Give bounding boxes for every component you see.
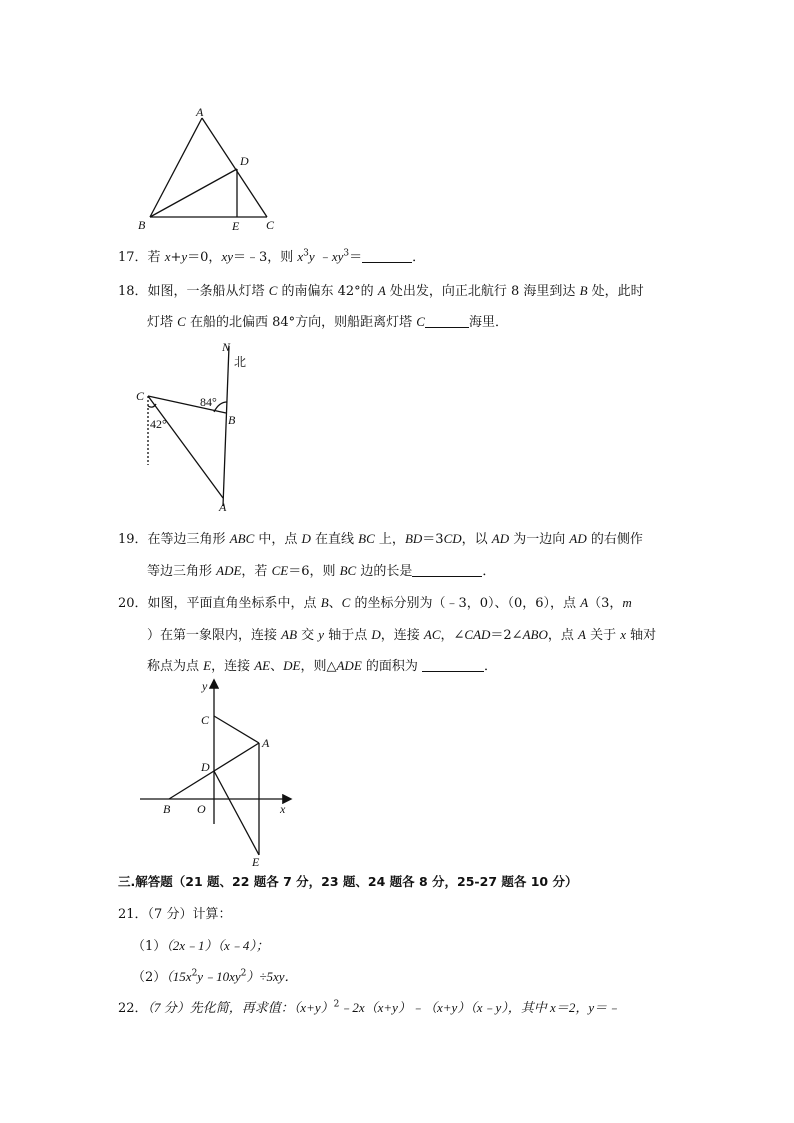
label-north: 北 <box>234 355 247 369</box>
label-c: C <box>136 389 145 403</box>
q20-t14: ，连接 <box>211 659 255 674</box>
q20-t4: ）在第一象限内，连接 <box>147 628 282 643</box>
q19-t10: ，若 <box>241 564 272 579</box>
q20-number: 20． <box>118 596 148 611</box>
q20-t18: ． <box>484 659 498 674</box>
q19-bc2: BC <box>339 563 357 578</box>
q20-m: m <box>622 595 632 610</box>
q20-ab: AB <box>281 627 298 642</box>
q19-ade: ADE <box>216 563 242 578</box>
q20-t8: ，∠ <box>440 628 465 643</box>
q21-p2-label: （2） <box>132 970 167 985</box>
label-c: C <box>266 218 275 232</box>
label-n: N <box>222 340 231 354</box>
q19-t12: 边的长是 <box>356 564 413 579</box>
q20-t1: 如图，平面直角坐标系中，点 <box>147 596 321 611</box>
label-a: A <box>196 105 204 119</box>
q19-t1: 在等边三角形 <box>147 532 230 547</box>
q20-answer-blank[interactable] <box>422 657 484 672</box>
question-21-part1 <box>132 936 269 957</box>
q17-var-y: y <box>181 249 188 264</box>
q20-cad: CAD <box>464 627 491 642</box>
q17-answer-blank[interactable] <box>362 248 412 263</box>
q20-d: D <box>371 627 381 642</box>
label-a: A <box>219 500 227 514</box>
q17-eq0: ＝0， <box>187 250 222 265</box>
label-x-axis: x <box>280 802 286 816</box>
q20-t9: ＝2∠ <box>490 628 523 643</box>
q18-text1b: 的南偏东 42°的 <box>277 284 378 299</box>
question-20-line2 <box>147 625 656 646</box>
q20-x: x <box>620 627 626 642</box>
label-84deg: 84° <box>200 395 217 409</box>
q20-t7: ，连接 <box>380 628 424 643</box>
q18-text1c: 处出发，向正北航行 8 海里到达 <box>385 284 580 299</box>
q18-text1d: 处，此时 <box>587 284 644 299</box>
q19-bd: BD <box>404 531 423 546</box>
q18-text2b: 在船的北偏西 84°方向，则船距离灯塔 <box>185 315 417 330</box>
q17-var-xy2: xy <box>331 249 344 264</box>
label-b: B <box>228 413 236 427</box>
label-d: D <box>201 760 210 774</box>
q20-a: A <box>580 595 589 610</box>
q22-exp: 2 <box>333 999 340 1010</box>
q18-text2a: 灯塔 <box>147 315 178 330</box>
q21-p2-exp1: 2 <box>191 968 198 979</box>
segment-de <box>214 771 259 855</box>
q19-t8: 的右侧作 <box>586 532 643 547</box>
q18-a1: A <box>377 283 386 298</box>
q19-d: D <box>301 531 311 546</box>
q17-end: ． <box>412 250 426 265</box>
q19-t9: 等边三角形 <box>147 564 217 579</box>
q20-t15: 、 <box>270 659 284 674</box>
q18-answer-blank[interactable] <box>425 313 469 328</box>
q17-eqm3: ＝﹣3，则 <box>232 250 298 265</box>
q19-ad: AD <box>491 531 510 546</box>
q17-text: 若 <box>147 250 165 265</box>
q20-b: B <box>320 595 329 610</box>
q20-t17: 的面积为 <box>361 659 423 674</box>
q18-number: 18． <box>118 284 148 299</box>
q20-t12: 轴对 <box>626 628 657 643</box>
q20-t2: 的坐标分别为（﹣3，0）、（0，6），点 <box>350 596 581 611</box>
question-19-line1 <box>118 529 643 550</box>
q18-text1: 如图，一条船从灯塔 <box>147 284 269 299</box>
q19-t5: ＝3 <box>422 532 444 547</box>
label-c: C <box>201 713 210 727</box>
label-b: B <box>138 218 146 232</box>
q19-ce: CE <box>271 563 289 578</box>
q21-p2-exp2: 2 <box>240 968 247 979</box>
q19-t3: 在直线 <box>310 532 359 547</box>
q18-b1: B <box>579 283 588 298</box>
q18-text2c: 海里． <box>468 315 508 330</box>
coordinate-figure <box>130 672 310 872</box>
q18-c1: C <box>268 283 278 298</box>
q19-t2: 中，点 <box>254 532 302 547</box>
q20-c: C <box>341 595 351 610</box>
q17-number: 17． <box>118 250 148 265</box>
q17-eq: ＝ <box>349 250 363 265</box>
q19-t6: ，以 <box>461 532 492 547</box>
q22-number: 22． <box>118 1001 148 1016</box>
q19-t4: 上， <box>374 532 405 547</box>
question-17 <box>118 247 425 268</box>
bearing-figure <box>130 338 260 518</box>
q21-head: （7 分）计算： <box>147 907 232 922</box>
q17-var-xy: xy <box>221 249 233 264</box>
label-a: A <box>262 736 270 750</box>
q20-t16: ，则△ <box>300 659 337 674</box>
q20-sep: 、 <box>328 596 342 611</box>
triangle-figure <box>130 100 290 240</box>
q18-c3: C <box>416 314 425 329</box>
q21-p2c: ）÷5xy． <box>246 969 298 984</box>
q19-number: 19． <box>118 532 148 547</box>
q20-t3: （3， <box>588 596 623 611</box>
question-19-line2 <box>147 561 495 582</box>
q17-plus: + <box>170 250 182 265</box>
q20-t11: 关于 <box>585 628 621 643</box>
q17-var-x3: x <box>297 249 304 264</box>
q19-t13: ． <box>482 564 496 579</box>
question-18-line1 <box>118 281 644 302</box>
q20-ae: AE <box>254 658 271 673</box>
q18-c2: C <box>177 314 186 329</box>
q20-ac: AC <box>423 627 441 642</box>
label-42deg: 42° <box>150 417 167 431</box>
q21-p1: （2x﹣1）（x﹣4）； <box>166 938 269 953</box>
section-3-heading: 三.解答题（21 题、22 题各 7 分，23 题、24 题各 8 分，25-27 题各 10 分） <box>118 874 578 889</box>
q21-p2a: （15x <box>166 969 192 984</box>
question-20-line1 <box>118 593 632 614</box>
label-e: E <box>252 855 260 869</box>
q20-t5: 交 <box>297 628 319 643</box>
label-d: D <box>240 154 249 168</box>
q20-t6: 轴于点 <box>324 628 372 643</box>
question-18-line2 <box>147 312 508 333</box>
q22-a: （7 分）先化简，再求值：（x+y） <box>147 1000 334 1015</box>
label-o: O <box>197 802 206 816</box>
q20-ade: ADE <box>336 658 362 673</box>
q19-abc: ABC <box>229 531 255 546</box>
q19-cd: CD <box>443 531 462 546</box>
q19-ad2: AD <box>569 531 587 546</box>
q19-t11: ＝6，则 <box>288 564 340 579</box>
q20-t10: ，点 <box>547 628 578 643</box>
q19-answer-blank[interactable] <box>412 562 482 577</box>
q22-b: ﹣2x（x+y）﹣（x+y）（x﹣y），其中 x＝2，y＝﹣ <box>339 1000 621 1015</box>
question-21-part2 <box>132 967 298 988</box>
q17-var-y2: y <box>308 249 315 264</box>
q21-p2b: y﹣10xy <box>197 969 241 984</box>
label-y-axis: y <box>202 679 208 693</box>
q20-y: y <box>318 627 325 642</box>
q20-de: DE <box>283 658 301 673</box>
q20-e: E <box>203 658 212 673</box>
label-b: B <box>163 802 171 816</box>
q20-t13: 称点为点 <box>147 659 204 674</box>
q21-number: 21． <box>118 907 148 922</box>
side-ac <box>202 118 267 217</box>
q17-var-x: x <box>164 249 171 264</box>
q20-abo: ABO <box>522 627 548 642</box>
q17-exp: 3 <box>303 248 309 259</box>
q17-exp2: 3 <box>343 248 350 259</box>
q20-a2: A <box>578 627 586 642</box>
q17-minus: ﹣ <box>314 250 332 265</box>
question-22 <box>118 998 620 1019</box>
q19-t7: 为一边向 <box>509 532 570 547</box>
segment-ca <box>148 396 223 498</box>
q21-p1-label: （1） <box>132 939 167 954</box>
segment-ca <box>214 716 259 743</box>
label-e: E <box>232 219 240 233</box>
question-21 <box>118 905 231 925</box>
q19-bc: BC <box>358 531 375 546</box>
